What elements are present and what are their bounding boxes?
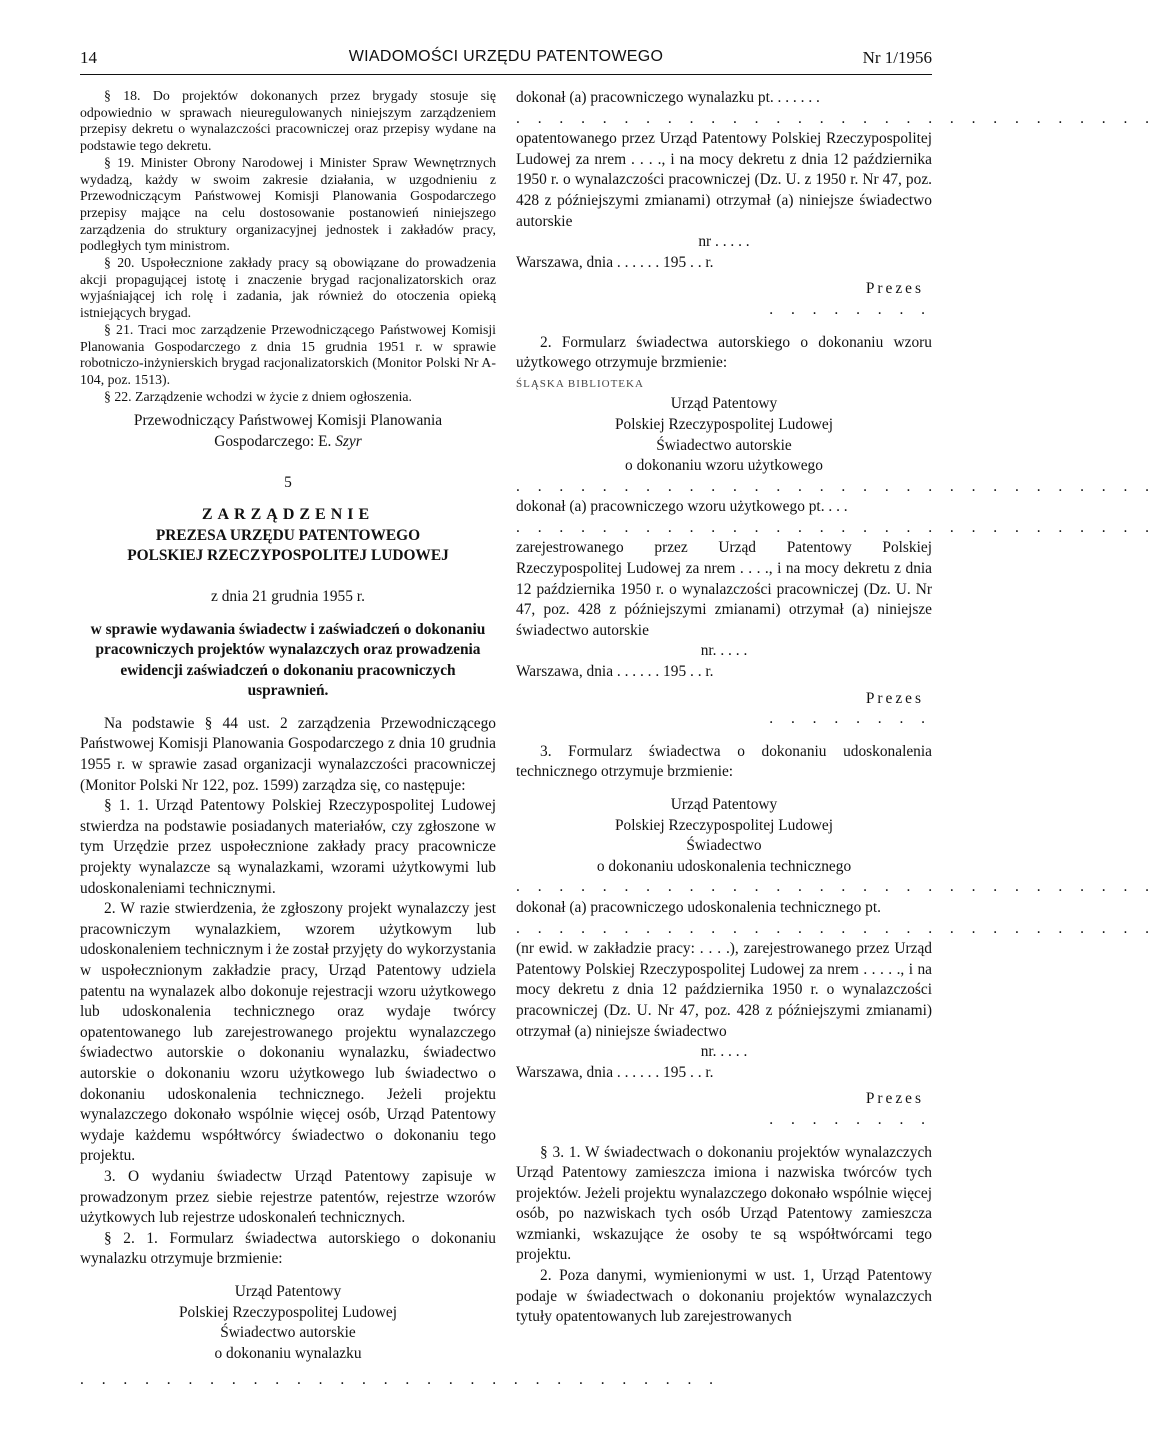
page-number: 14 xyxy=(80,48,97,67)
form3-signature-dots: . . . . . . . . xyxy=(769,1110,932,1128)
form1-nr: nr . . . . . xyxy=(698,233,750,251)
form2-signature-dots: . . . . . . . . xyxy=(769,710,932,728)
page-header xyxy=(80,44,932,74)
form2-prezes: Prezes xyxy=(865,689,924,707)
paragraph-22: § 22. Zarządzenie wchodzi w życie z dniem ogłoszenia. xyxy=(104,388,412,404)
form3-nr: nr. . . . . xyxy=(700,1043,748,1061)
form1-dots: . . . . . . . . . . . . . . . . . . . . . . . . . . . . . . xyxy=(80,1371,721,1389)
form3-dots-1: . . . . . . . . . . . . . . . . . . . . . . . . . . . . . . xyxy=(516,878,1156,896)
form3-dots-2: . . . . . . . . . . . . . . . . . . . . . . . . . . . . . . xyxy=(516,919,1156,937)
document-date: z dnia 21 grudnia 1955 r. xyxy=(211,587,365,605)
form1-body: opatentowanego przez Urząd Patentowy Polskiej Rzeczypospolitej Ludowej za nrem . . . ., i na mocy dekretu z dnia 12 października 1950 r. o wynalazczości pracowniczej (Dz. U. z 1950 r. Nr 47, poz. 428 z późniejszymi zmianami) otrzymał (a) niniejsze świadectwo autorskie xyxy=(516,130,932,230)
section-3-1: § 3. 1. W świadectwach o dokonaniu projektów wynalazczych Urząd Patentowy zamieszcza imiona i nazwiska twórców tych projektów. Jeżeli projektu wynalazczego dokonało wspólnie więcej osób, po nazwiskach tych osób Urząd Patentowy zamieszcza wzmianki, wskazujące że osoby te są współtwórcami tego projektu. xyxy=(516,1143,932,1264)
form1-date: Warszawa, dnia . . . . . . 195 . . r. xyxy=(516,253,714,271)
form2-body: zarejestrowanego przez Urząd Patentowy Polskiej Rzeczypospolitej Ludowej za nrem . . . ., i na mocy dekretu z dnia 12 października 1950 r. o wynalazczości pracowniczej (Dz. U. Nr 47, poz. 428 z późniejszymi zmianami) otrzymał (a) niniejsze świadectwo autorskie xyxy=(516,539,932,639)
form3-body: (nr ewid. w zakładzie pracy: . . . .), zarejestrowanego przez Urząd Patentowy Polskiej Rzeczypospolitej Ludowej za nrem . . . . ., i na mocy dekretu z dnia 12 października 1950 r. o wynalazczości pracowniczej (Dz. U. Nr 47, poz. 428 z późniejszymi zmianami) otrzymał (a) niniejsze świadectwo xyxy=(516,940,932,1040)
signature-name: Szyr xyxy=(335,432,362,450)
form1-line-1: Urząd Patentowy xyxy=(234,1282,342,1300)
document-number: 5 xyxy=(284,473,292,491)
form1-line-2: Polskiej Rzeczypospolitej Ludowej xyxy=(179,1303,397,1321)
form1-signature-dots: . . . . . . . . xyxy=(769,300,932,318)
form1-prezes: Prezes xyxy=(865,280,924,298)
form2-nr: nr. . . . . xyxy=(700,642,748,660)
form2-line-4: o dokonaniu wzoru użytkowego xyxy=(625,457,823,475)
paragraph-19: § 19. Minister Obrony Narodowej i Minister Spraw Wewnętrznych wydadzą, każdy w swoim zakresie działania, w uzgodnieniu z Przewodniczącym Państwowej Komisji Planowania Gospodarczego przepisy mające na celu dostosowanie postanowień niniejszego zarządzenia do struktury organizacyjnej jednostek i zakładów pracy, podległych tym ministrom. xyxy=(80,154,496,254)
issuer-line-1: PREZESA URZĘDU PATENTOWEGO xyxy=(155,526,421,544)
form3-line-1: Urząd Patentowy xyxy=(670,796,778,813)
header-rule xyxy=(80,74,932,75)
section-2-1: § 2. 1. Formularz świadectwa autorskiego o dokonaniu wynalazku otrzymuje brzmienie: xyxy=(80,1229,496,1268)
form3-date: Warszawa, dnia . . . . . . 195 . . r. xyxy=(516,1063,714,1081)
legal-basis: Na podstawie § 44 ust. 2 zarządzenia Przewodniczącego Państwowej Komisji Planowania Gospodarczego z dnia 10 grudnia 1955 r. w sprawie zasad organizacji wynalazczości pracowniczej (Monitor Polski Nr 122, poz. 1599) zarządza się, co następuje: xyxy=(80,714,496,794)
form3-line-2: Polskiej Rzeczypospolitej Ludowej xyxy=(615,816,833,834)
paragraph-21: § 21. Traci moc zarządzenie Przewodniczącego Państwowej Komisji Planowania Gospodarczego z dnia 15 grudnia 1951 r. w sprawie robotniczo-inżynierskich brygad racjonalizatorskich (Monitor Polski Nr A-104, poz. 1513). xyxy=(80,321,496,387)
form2-line-3: Świadectwo autorskie xyxy=(656,436,792,454)
form3-prezes: Prezes xyxy=(865,1090,924,1108)
form3-continued: dokonał (a) pracowniczego udoskonalenia technicznego pt. xyxy=(516,898,881,916)
form3-line-4: o dokonaniu udoskonalenia technicznego xyxy=(596,857,852,875)
form2-dots-2: . . . . . . . . . . . . . . . . . . . . . . . . . . . . . . xyxy=(516,518,1156,536)
form1-dots-line: . . . . . . . . . . . . . . . . . . . . . . . . . . . . . . xyxy=(516,109,1156,127)
form3-line-3: Świadectwo xyxy=(686,837,762,855)
section-2-2: 2. Formularz świadectwa autorskiego o dokonaniu wzoru użytkowego otrzymuje brzmienie: xyxy=(516,333,932,372)
signature-line-2 xyxy=(80,432,496,453)
issuer-line-2: POLSKIEJ RZECZYPOSPOLITEJ LUDOWEJ xyxy=(127,547,449,565)
paragraph-20: § 20. Uspołecznione zakłady pracy są obowiązane do prowadzenia akcji propagującej istotę i znaczenie brygad racjonalizatorskich oraz wyjaśniającej ich rolę i zadania, jak również do otoczenia opieką istniejących brygad. xyxy=(80,255,496,321)
section-1-2: 2. W razie stwierdzenia, że zgłoszony projekt wynalazczy jest pracowniczym wynalazkiem, wzorem użytkowym lub udoskonaleniem technicznym i że został przyjęty do wykorzystania w uspołecznionym zakładzie pracy, Urząd Patentowy udziela patentu na wynalazek albo dokonuje rejestracji wzoru użytkowego lub udoskonalenia technicznego oraz wydaje twórcy opatentowanego lub zarejestrowanego projektu wynalazczego świadectwo autorskie o dokonaniu wynalazku, świadectwo autorskie o dokonaniu wzoru użytkowego lub świadectwo o dokonaniu udoskonalenia technicznego. Jeżeli projektu wynalazczego dokonało wspólnie więcej osób, Urząd Patentowy wydaje każdemu współtwórcy świadectwo o dokonaniu tego projektu. xyxy=(80,900,496,1165)
form1-line-3: Świadectwo autorskie xyxy=(220,1324,356,1342)
section-1-1: § 1. 1. Urząd Patentowy Polskiej Rzeczypospolitej Ludowej stwierdza na podstawie posiadanych materiałów, czy zgłoszone w tym Urzędzie przez uspołecznione zakłady pracy pracownicze projekty wynalazcze są wynalazkami, wzorami użytkowymi lub udoskonaleniami technicznymi. xyxy=(80,797,496,897)
issue-number: Nr 1/1956 xyxy=(862,48,932,67)
form2-date: Warszawa, dnia . . . . . . 195 . . r. xyxy=(516,663,714,681)
signature-prefix: Gospodarczego: E. xyxy=(214,432,332,450)
form2-continued: dokonał (a) pracowniczego wzoru użytkowego pt. . . . xyxy=(516,498,848,516)
form2-line-1: Urząd Patentowy xyxy=(670,395,778,413)
journal-title: WIADOMOŚCI URZĘDU PATENTOWEGO xyxy=(348,48,664,65)
library-stamp: ŚLĄSKA BIBLIOTEKA xyxy=(516,377,644,390)
form1-line-4: o dokonaniu wynalazku xyxy=(214,1344,362,1362)
document-subject: w sprawie wydawania świadectw i zaświadczeń o dokonaniu pracowniczych projektów wynalazczych oraz prowadzenia ewidencji zaświadczeń o dokonaniu pracowniczych usprawnień. xyxy=(90,620,486,700)
section-2-3: 3. Formularz świadectwa o dokonaniu udoskonalenia technicznego otrzymuje brzmienie: xyxy=(516,742,932,781)
form2-line-2: Polskiej Rzeczypospolitej Ludowej xyxy=(615,415,833,433)
form1-continued: dokonał (a) pracowniczego wynalazku pt. . . . . . . xyxy=(516,89,820,106)
paragraph-18: § 18. Do projektów dokonanych przez brygady stosuje się odpowiednio w sprawach nieuregulowanych niniejszym zarządzeniem przepisy dekretu o wynalazczości pracowniczej oraz przepisy wydane na podstawie tego dekretu. xyxy=(80,88,496,154)
section-3-2: 2. Poza danymi, wymienionymi w ust. 1, Urząd Patentowy podaje w świadectwach o dokonaniu projektów wynalazczych tytuły opatentowanych lub zarejestrowanych xyxy=(516,1267,932,1326)
section-1-3: 3. O wydaniu świadectw Urząd Patentowy zapisuje w prowadzonym przez siebie rejestrze patentów, rejestrze wzorów użytkowych lub rejestrze udoskonaleń technicznych. xyxy=(80,1167,496,1227)
right-column xyxy=(516,88,1156,1328)
document-type: ZARZĄDZENIE xyxy=(201,506,375,524)
signature-line-1: Przewodniczący Państwowej Komisji Planowania xyxy=(133,412,443,430)
form2-dots-1: . . . . . . . . . . . . . . . . . . . . . . . . . . . . . . xyxy=(516,477,1156,495)
